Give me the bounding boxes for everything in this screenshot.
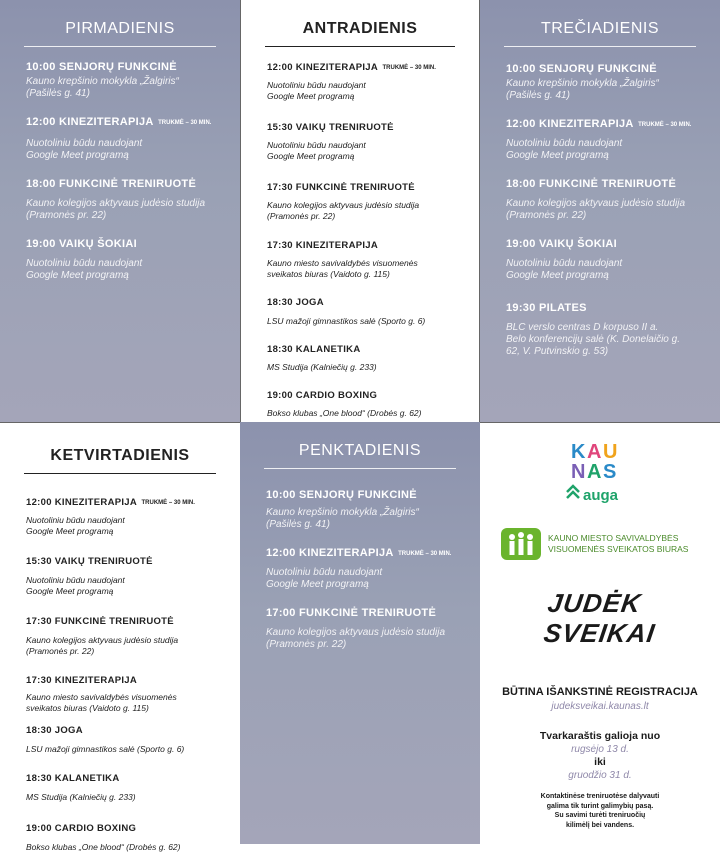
registration-block (480, 686, 720, 712)
session-item (506, 59, 720, 102)
session-location: Kauno krepšinio mokykla „Žalgiris“ (Pašilės g. 41) (506, 78, 659, 101)
validity-until-label: iki (594, 756, 606, 768)
svg-text:K: K (571, 441, 586, 463)
session-time-title: 10:00 SENJORŲ FUNKCINĖ (506, 63, 657, 75)
day-heading: KETVIRTADIENIS (24, 447, 216, 474)
day-heading: PIRMADIENIS (24, 20, 216, 47)
validity-from: rugsėjo 13 d. (571, 744, 629, 755)
session-time-title: 17:30 FUNKCINĖ TRENIRUOTĖ (267, 182, 415, 193)
session-location: Bokso klubas „One blood“ (Drobės g. 62) (267, 408, 422, 418)
session-item (267, 339, 479, 373)
session-item (26, 57, 240, 100)
session-location: Kauno kolegijos aktyvaus judėsio studija (Pramonės pr. 22) (26, 635, 179, 656)
session-location: Kauno kolegijos aktyvaus judėsio studija (Pramonės pr. 22) (26, 198, 205, 221)
session-location: Kauno kolegijos aktyvaus judėsio studija (Pramonės pr. 22) (267, 200, 420, 221)
session-duration: TRUKMĖ – 30 MIN. (638, 122, 692, 128)
session-location: Nuotoliniu būdu naudojant Google Meet programą (26, 138, 143, 161)
judek-logo-line1: JUDĖK (545, 588, 644, 618)
registration-url[interactable]: judeksveikai.kaunas.lt (551, 701, 649, 712)
session-location: Nuotoliniu būdu naudojant Google Meet programą (26, 575, 125, 596)
session-location: Kauno miesto savivaldybės visuomenės sveikatos biuras (Vaidoto g. 115) (267, 258, 418, 279)
session-location: Nuotoliniu būdu naudojant Google Meet programą (506, 138, 623, 161)
svg-text:A: A (587, 441, 602, 463)
column-monday (0, 0, 240, 422)
registration-heading: BŪTINA IŠANKSTINĖ REGISTRACIJA (502, 686, 698, 698)
session-location: MS Studija (Kalniečių g. 233) (267, 362, 377, 372)
session-location: Bokso klubas „One blood“ (Drobės g. 62) (26, 842, 181, 852)
kaunas-logo (561, 440, 641, 510)
session-item (267, 292, 479, 327)
session-time-title: 18:30 KALANETIKA (267, 344, 361, 355)
session-location: Kauno miesto savivaldybės visuomenės sveikatos biuras (Vaidoto g. 115) (26, 692, 177, 713)
session-location: LSU mažoji gimnastikos salė (Sporto g. 6) (267, 316, 426, 326)
session-time-title: 15:30 VAIKŲ TRENIRUOTĖ (26, 556, 153, 567)
svg-text:N: N (571, 461, 586, 483)
session-location: BLC verslo centras D korpuso II a. Belo konferencijų salė (K. Donelaičio g. 62, V. Putvinskio g. 53) (506, 322, 680, 357)
session-list (240, 485, 480, 651)
session-item (26, 112, 240, 162)
session-item (267, 385, 479, 419)
svg-text:A: A (587, 461, 602, 483)
session-item (26, 720, 240, 755)
vsb-logo (500, 526, 710, 562)
session-item (267, 117, 479, 162)
session-location: Nuotoliniu būdu naudojant Google Meet programą (266, 567, 383, 590)
session-item (266, 603, 480, 651)
judek-sveikai-logo (534, 588, 658, 654)
session-time-title: 18:30 KALANETIKA (26, 773, 120, 784)
session-location: Nuotoliniu būdu naudojant Google Meet programą (267, 80, 366, 101)
session-list (0, 57, 240, 282)
session-item (506, 114, 720, 162)
svg-text:S: S (603, 461, 617, 483)
session-time-title: 18:30 JOGA (26, 725, 83, 736)
session-location: Nuotoliniu būdu naudojant Google Meet programą (506, 258, 623, 281)
session-item (26, 174, 240, 222)
session-item (506, 234, 720, 282)
session-time-title: 17:30 KINEZITERAPIJA (267, 240, 379, 251)
validity-to: gruodžio 31 d. (568, 770, 632, 781)
svg-text:U: U (603, 441, 618, 463)
session-item (26, 234, 240, 282)
session-item (506, 174, 720, 222)
session-duration: TRUKMĖ – 30 MIN. (141, 500, 195, 506)
session-location: Kauno krepšinio mokykla „Žalgiris“ (Pašilės g. 41) (26, 76, 179, 99)
contact-training-note: Kontaktinėse treniruotėse dalyvauti galima tik turint galimybių pasą. Su savimi turėti treniruočių kilimėlį bei vandens. (540, 793, 660, 829)
vsb-logo-icon (500, 526, 544, 562)
session-list (480, 59, 720, 358)
session-time-title: 18:00 FUNKCINĖ TRENIRUOTĖ (26, 178, 197, 190)
session-location: Kauno kolegijos aktyvaus judėsio studija (Pramonės pr. 22) (506, 198, 685, 221)
column-tuesday (240, 0, 480, 422)
session-time-title: 12:00 KINEZITERAPIJA (26, 497, 138, 508)
session-time-title: 19:00 VAIKŲ ŠOKIAI (506, 238, 617, 250)
session-location: Nuotoliniu būdu naudojant Google Meet programą (26, 515, 125, 536)
validity-block (480, 730, 720, 782)
session-item (267, 235, 479, 280)
session-time-title: 12:00 KINEZITERAPIJA (266, 547, 394, 559)
session-location: Kauno krepšinio mokykla „Žalgiris“ (Pašilės g. 41) (266, 507, 419, 530)
session-time-title: 19:30 PILATES (506, 302, 587, 314)
session-time-title: 12:00 KINEZITERAPIJA (506, 118, 634, 130)
session-duration: TRUKMĖ – 30 MIN. (158, 120, 212, 126)
column-thursday (0, 422, 240, 852)
session-time-title: 19:00 CARDIO BOXING (267, 390, 378, 401)
session-list (241, 57, 479, 419)
day-heading: TREČIADIENIS (504, 20, 696, 47)
session-item (26, 818, 240, 853)
svg-text:auga: auga (583, 487, 619, 504)
column-wednesday (480, 0, 720, 422)
session-time-title: 17:30 FUNKCINĖ TRENIRUOTĖ (26, 616, 174, 627)
column-friday (240, 422, 480, 844)
session-item (26, 551, 240, 597)
session-item (26, 670, 240, 714)
session-time-title: 18:30 JOGA (267, 297, 324, 308)
day-heading: ANTRADIENIS (265, 20, 455, 47)
session-time-title: 10:00 SENJORŲ FUNKCINĖ (26, 61, 177, 73)
session-item (267, 177, 479, 222)
session-location: LSU mažoji gimnastikos salė (Sporto g. 6) (26, 744, 185, 754)
judek-logo-line2: SVEIKAI (541, 618, 658, 648)
session-item (267, 57, 479, 102)
session-location: MS Studija (Kalniečių g. 233) (26, 792, 136, 802)
validity-label: Tvarkaraštis galioja nuo (539, 730, 661, 742)
session-time-title: 17:00 FUNKCINĖ TRENIRUOTĖ (266, 607, 437, 619)
session-time-title: 18:00 FUNKCINĖ TRENIRUOTĖ (506, 178, 677, 190)
session-location: Nuotoliniu būdu naudojant Google Meet programą (267, 140, 366, 161)
session-item (26, 492, 240, 537)
session-item (266, 485, 480, 531)
session-time-title: 17:30 KINEZITERAPIJA (26, 675, 138, 686)
session-item (266, 543, 480, 591)
session-list (0, 492, 240, 853)
session-time-title: 10:00 SENJORŲ FUNKCINĖ (266, 489, 417, 501)
session-time-title: 12:00 KINEZITERAPIJA (267, 62, 379, 73)
session-item (506, 298, 720, 358)
session-item (26, 611, 240, 657)
session-item (26, 768, 240, 803)
session-time-title: 19:00 VAIKŲ ŠOKIAI (26, 238, 137, 250)
session-location: Kauno kolegijos aktyvaus judėsio studija (Pramonės pr. 22) (266, 627, 445, 650)
session-time-title: 15:30 VAIKŲ TRENIRUOTĖ (267, 122, 394, 133)
session-time-title: 12:00 KINEZITERAPIJA (26, 116, 154, 128)
vsb-logo-text: KAUNO MIESTO SAVIVALDYBĖS VISUOMENĖS SVEIKATOS BIURAS (548, 533, 689, 554)
session-duration: TRUKMĖ – 30 MIN. (382, 65, 436, 71)
session-location: Nuotoliniu būdu naudojant Google Meet programą (26, 258, 143, 281)
session-time-title: 19:00 CARDIO BOXING (26, 823, 137, 834)
day-heading: PENKTADIENIS (264, 442, 456, 469)
kaunas-logo-graphic (561, 440, 641, 510)
session-duration: TRUKMĖ – 30 MIN. (398, 551, 452, 557)
